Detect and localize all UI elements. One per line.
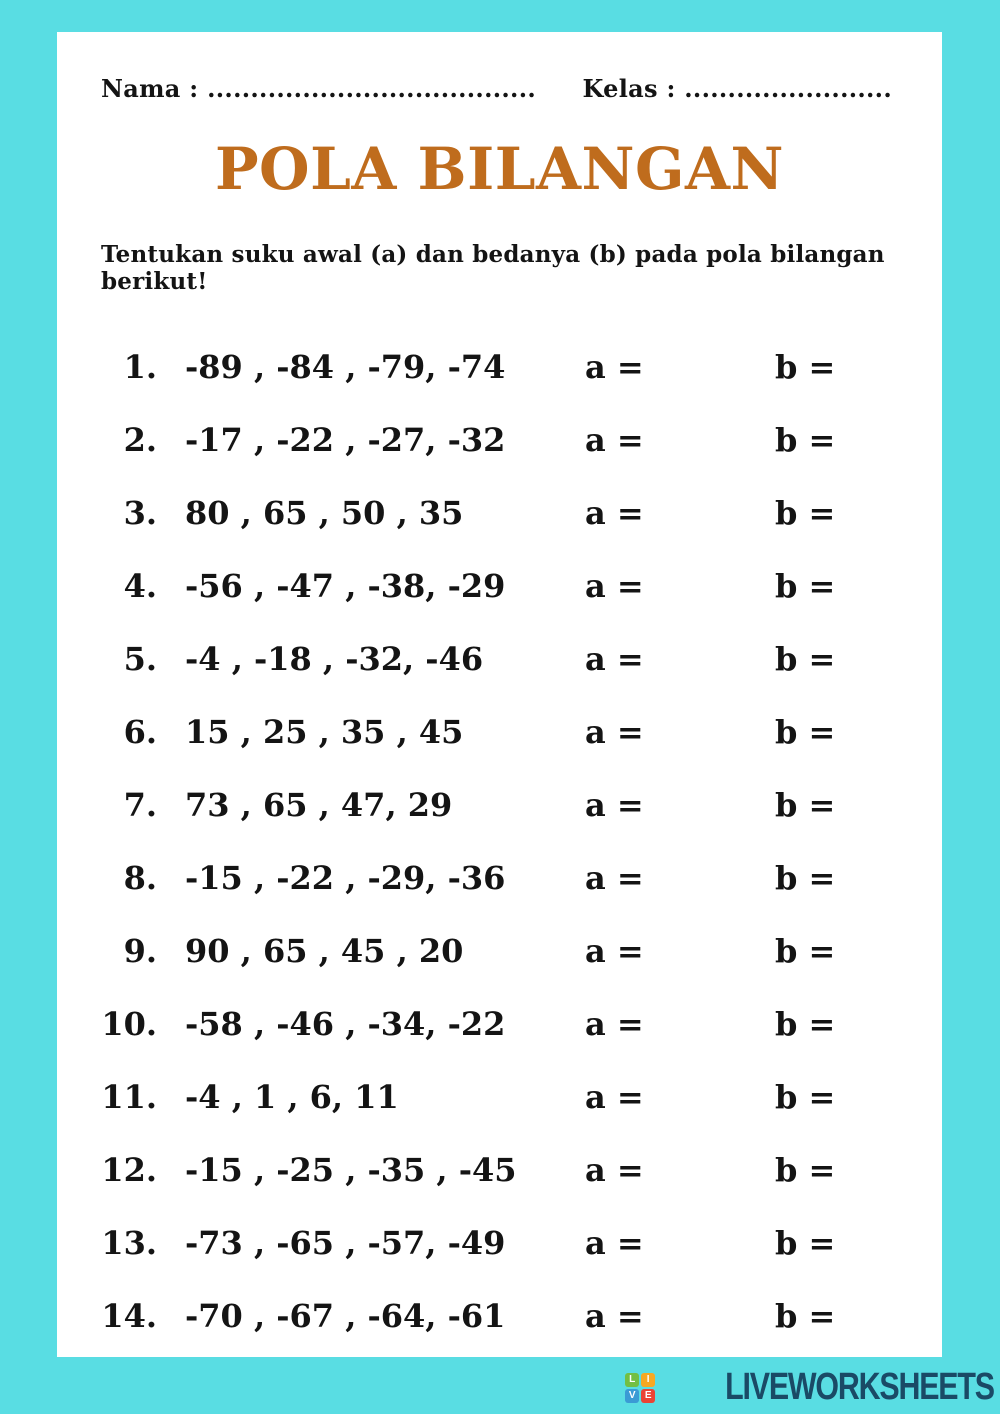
l-square-icon: L: [625, 1373, 639, 1387]
answer-a-input[interactable]: [649, 1147, 769, 1193]
a-equals-label: a =: [585, 420, 644, 459]
problem-row: [57, 768, 942, 841]
answer-a-input[interactable]: [649, 928, 769, 974]
answer-a-input[interactable]: [649, 855, 769, 901]
b-equals-label: b =: [775, 785, 836, 824]
problem-row: [57, 914, 942, 987]
a-equals-label: a =: [585, 931, 644, 970]
problem-number: 3.: [123, 493, 157, 532]
b-equals-label: b =: [775, 712, 836, 751]
problem-sequence: -56 , -47 , -38, -29: [185, 566, 506, 605]
answer-b-input[interactable]: [841, 1293, 941, 1339]
answer-b-input[interactable]: [841, 709, 941, 755]
b-equals-label: b =: [775, 493, 836, 532]
liveworksheets-logo-text: LIVEWORKSHEETS: [725, 1366, 994, 1408]
problem-number: 2.: [123, 420, 157, 459]
answer-a-input[interactable]: [649, 1074, 769, 1120]
problem-row: [57, 622, 942, 695]
b-equals-label: b =: [775, 1296, 836, 1335]
liveworksheets-logo-icon: [625, 1373, 655, 1403]
a-equals-label: a =: [585, 1223, 644, 1262]
a-equals-label: a =: [585, 785, 644, 824]
problem-number: 6.: [123, 712, 157, 751]
instruction-text: Tentukan suku awal (a) dan bedanya (b) pada pola bilangan berikut!: [101, 241, 885, 295]
answer-b-input[interactable]: [841, 855, 941, 901]
b-equals-label: b =: [775, 1223, 836, 1262]
answer-a-input[interactable]: [649, 1001, 769, 1047]
problem-row: [57, 476, 942, 549]
answer-a-input[interactable]: [649, 563, 769, 609]
answer-b-input[interactable]: [841, 563, 941, 609]
a-equals-label: a =: [585, 347, 644, 386]
problem-number: 10.: [101, 1004, 157, 1043]
a-equals-label: a =: [585, 1296, 644, 1335]
a-equals-label: a =: [585, 639, 644, 678]
problem-number: 9.: [123, 931, 157, 970]
problem-row: [57, 1279, 942, 1352]
problem-number: 1.: [123, 347, 157, 386]
a-equals-label: a =: [585, 493, 644, 532]
problem-number: 4.: [123, 566, 157, 605]
a-equals-label: a =: [585, 858, 644, 897]
b-equals-label: b =: [775, 931, 836, 970]
problem-list: [57, 330, 942, 1352]
problem-sequence: -70 , -67 , -64, -61: [185, 1296, 506, 1335]
a-equals-label: a =: [585, 1077, 644, 1116]
b-equals-label: b =: [775, 1077, 836, 1116]
problem-sequence: -17 , -22 , -27, -32: [185, 420, 506, 459]
worksheet-page: [57, 32, 942, 1357]
a-equals-label: a =: [585, 1150, 644, 1189]
problem-row: [57, 1133, 942, 1206]
answer-b-input[interactable]: [841, 1147, 941, 1193]
answer-a-input[interactable]: [649, 1293, 769, 1339]
problem-sequence: -4 , 1 , 6, 11: [185, 1077, 399, 1116]
answer-a-input[interactable]: [649, 636, 769, 682]
answer-a-input[interactable]: [649, 709, 769, 755]
problem-sequence: 15 , 25 , 35 , 45: [185, 712, 464, 751]
problem-sequence: 73 , 65 , 47, 29: [185, 785, 453, 824]
b-equals-label: b =: [775, 858, 836, 897]
problem-number: 11.: [101, 1077, 157, 1116]
problem-row: [57, 403, 942, 476]
answer-b-input[interactable]: [841, 636, 941, 682]
problem-sequence: -58 , -46 , -34, -22: [185, 1004, 506, 1043]
a-equals-label: a =: [585, 712, 644, 751]
a-equals-label: a =: [585, 566, 644, 605]
answer-a-input[interactable]: [649, 344, 769, 390]
answer-b-input[interactable]: [841, 344, 941, 390]
problem-row: [57, 987, 942, 1060]
problem-row: [57, 1060, 942, 1133]
b-equals-label: b =: [775, 1150, 836, 1189]
v-square-icon: V: [625, 1389, 639, 1403]
a-equals-label: a =: [585, 1004, 644, 1043]
e-square-icon: E: [641, 1389, 655, 1403]
liveworksheets-logo: [625, 1366, 994, 1409]
b-equals-label: b =: [775, 566, 836, 605]
problem-number: 12.: [101, 1150, 157, 1189]
answer-a-input[interactable]: [649, 782, 769, 828]
answer-b-input[interactable]: [841, 1220, 941, 1266]
answer-a-input[interactable]: [649, 1220, 769, 1266]
problem-number: 14.: [101, 1296, 157, 1335]
answer-b-input[interactable]: [841, 490, 941, 536]
problem-number: 7.: [123, 785, 157, 824]
answer-b-input[interactable]: [841, 1001, 941, 1047]
problem-row: [57, 1206, 942, 1279]
b-equals-label: b =: [775, 1004, 836, 1043]
name-field-label: Nama : ......................................: [101, 74, 537, 103]
problem-sequence: 90 , 65 , 45 , 20: [185, 931, 464, 970]
problem-sequence: 80 , 65 , 50 , 35: [185, 493, 464, 532]
b-equals-label: b =: [775, 420, 836, 459]
i-square-icon: I: [641, 1373, 655, 1387]
problem-sequence: -15 , -22 , -29, -36: [185, 858, 506, 897]
answer-a-input[interactable]: [649, 490, 769, 536]
problem-number: 13.: [101, 1223, 157, 1262]
b-equals-label: b =: [775, 347, 836, 386]
page-title: POLA BILANGAN: [214, 135, 785, 203]
problem-sequence: -4 , -18 , -32, -46: [185, 639, 484, 678]
problem-row: [57, 549, 942, 622]
class-field-label: Kelas : ........................: [582, 74, 892, 103]
problem-number: 8.: [123, 858, 157, 897]
answer-b-input[interactable]: [841, 928, 941, 974]
answer-b-input[interactable]: [841, 782, 941, 828]
problem-row: [57, 841, 942, 914]
b-equals-label: b =: [775, 639, 836, 678]
header-row: [57, 32, 942, 103]
problem-number: 5.: [123, 639, 157, 678]
problem-sequence: -15 , -25 , -35 , -45: [185, 1150, 517, 1189]
problem-sequence: -89 , -84 , -79, -74: [185, 347, 506, 386]
answer-b-input[interactable]: [841, 417, 941, 463]
answer-a-input[interactable]: [649, 417, 769, 463]
problem-row: [57, 330, 942, 403]
problem-sequence: -73 , -65 , -57, -49: [185, 1223, 506, 1262]
answer-b-input[interactable]: [841, 1074, 941, 1120]
problem-row: [57, 695, 942, 768]
